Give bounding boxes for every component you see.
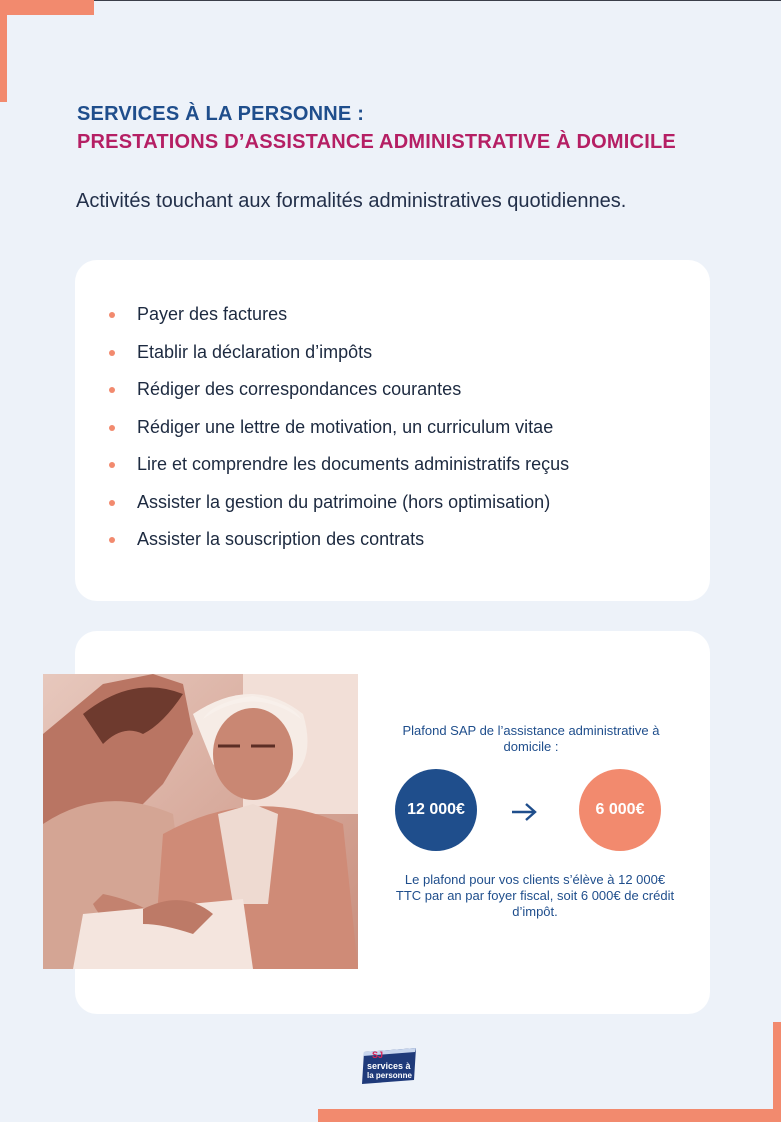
plafond-amount-ttc: 12 000€ — [395, 769, 477, 851]
arrow-right-icon — [509, 800, 539, 824]
svg-text:la personne: la personne — [367, 1071, 412, 1080]
plafond-amount-credit: 6 000€ — [579, 769, 661, 851]
plafond-title: Plafond SAP de l’assistance administrative à domicile : — [402, 723, 660, 754]
page-title-line1: SERVICES À LA PERSONNE : — [77, 103, 365, 125]
plafond-description: Le plafond pour vos clients s’élève à 12 000€ TTC par an par foyer fiscal, soit 6 000€ de crédit d’impôt. — [395, 872, 675, 919]
page-subtitle: Activités touchant aux formalités administratives quotidiennes. — [76, 190, 627, 212]
list-item: Rédiger des correspondances courantes — [109, 377, 569, 415]
top-rule — [94, 0, 781, 1]
activities-card — [75, 260, 710, 601]
svg-text:services à: services à — [367, 1061, 411, 1071]
list-item: Assister la souscription des contrats — [109, 527, 569, 565]
list-item: Rédiger une lettre de motivation, un curriculum vitae — [109, 415, 569, 453]
activities-list — [109, 302, 569, 565]
list-item: Payer des factures — [109, 302, 569, 340]
corner-accent-bottom — [318, 1109, 781, 1122]
services-a-la-personne-logo — [360, 1042, 418, 1086]
corner-accent-top — [0, 0, 94, 15]
list-item: Lire et comprendre les documents administratifs reçus — [109, 452, 569, 490]
bullet-icon — [109, 537, 115, 543]
svg-text:SJ: SJ — [372, 1050, 384, 1060]
list-item: Assister la gestion du patrimoine (hors optimisation) — [109, 490, 569, 528]
bullet-icon — [109, 462, 115, 468]
illustration-photo — [43, 674, 358, 969]
bullet-icon — [109, 425, 115, 431]
list-item: Etablir la déclaration d’impôts — [109, 340, 569, 378]
page-title-line2: PRESTATIONS D’ASSISTANCE ADMINISTRATIVE À DOMICILE — [77, 131, 676, 153]
bullet-icon — [109, 500, 115, 506]
corner-accent-right — [773, 1022, 781, 1122]
bullet-icon — [109, 350, 115, 356]
corner-accent-left — [0, 0, 7, 102]
bullet-icon — [109, 387, 115, 393]
bullet-icon — [109, 312, 115, 318]
